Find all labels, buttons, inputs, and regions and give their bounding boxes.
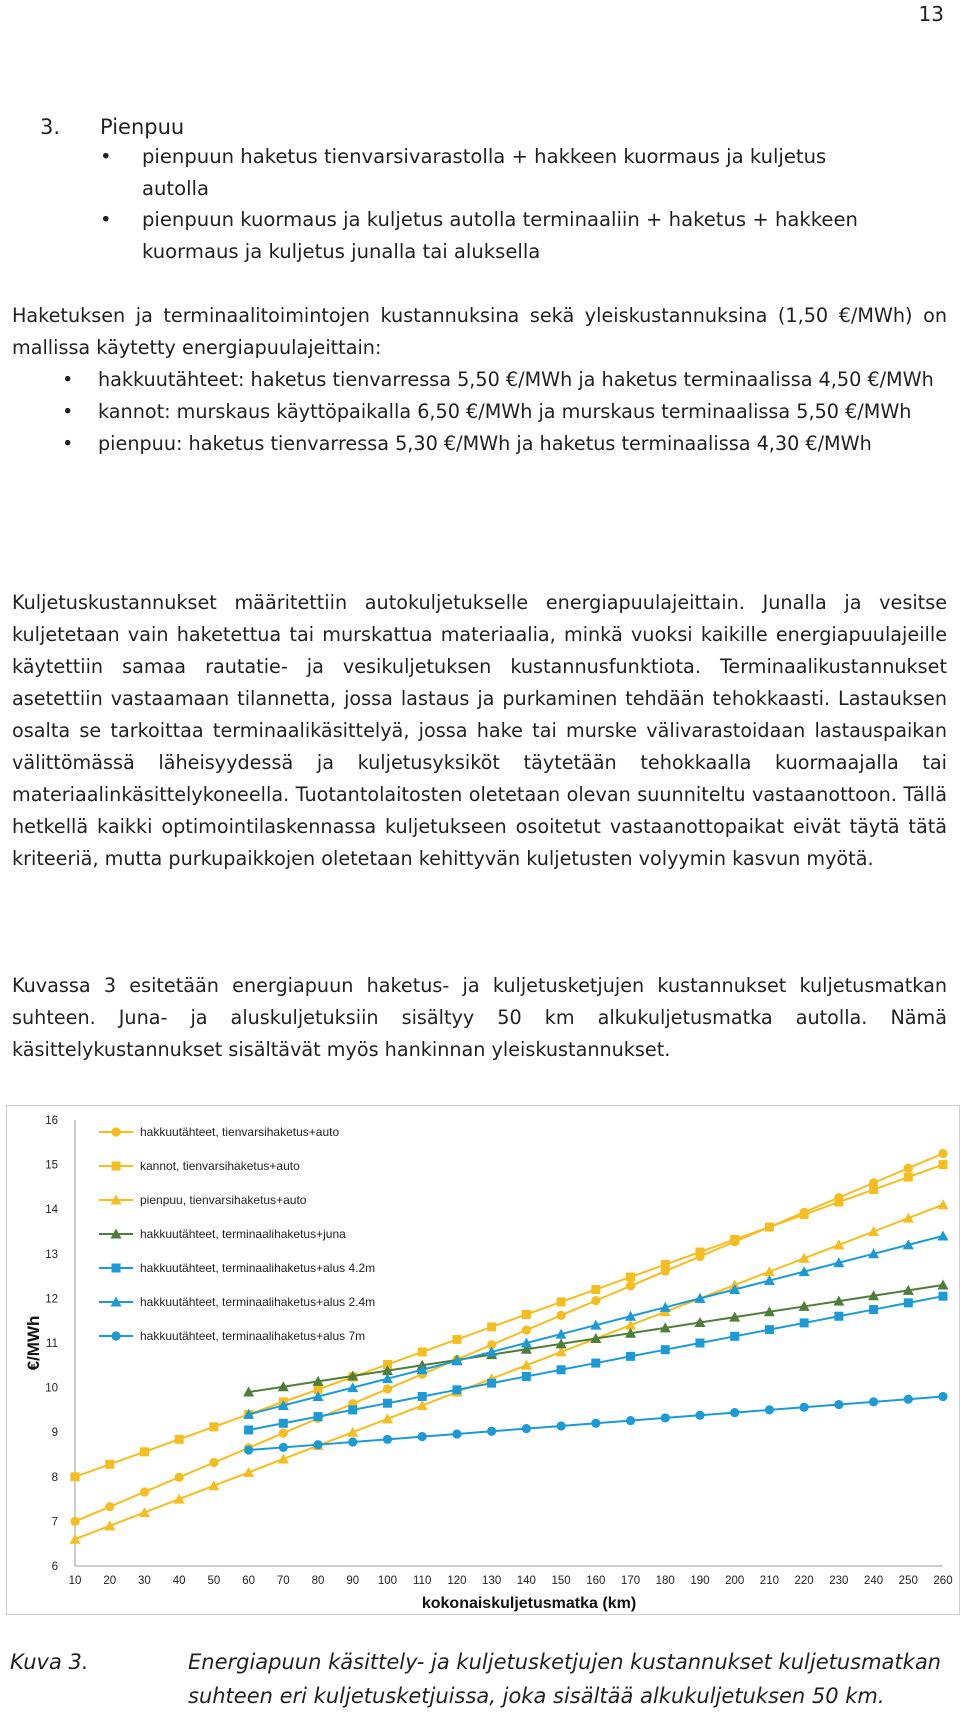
data-point — [869, 1185, 878, 1194]
caption-text: Energiapuun käsittely- ja kuljetusketjujen kustannukset kuljetusmatkan suhteen eri kuljetusketjuissa, joka sisältää alkukuljetuksen 50 km. — [188, 1650, 941, 1708]
section-number: 3. — [40, 115, 61, 139]
y-tick-label: 15 — [45, 1159, 58, 1172]
data-point — [522, 1372, 531, 1381]
x-tick-label: 50 — [207, 1575, 221, 1587]
paragraph-costs — [12, 300, 947, 460]
data-point — [111, 1331, 120, 1340]
data-point — [939, 1292, 948, 1301]
data-point — [279, 1443, 288, 1452]
y-tick-label: 12 — [45, 1293, 58, 1306]
data-point — [452, 1429, 461, 1438]
x-tick-label: 170 — [620, 1575, 641, 1587]
data-point — [938, 1199, 949, 1209]
legend — [99, 1125, 375, 1343]
data-point — [695, 1248, 704, 1257]
legend-label: hakkuutähteet, tienvarsihaketus+auto — [140, 1125, 340, 1139]
data-point — [314, 1412, 323, 1421]
data-point — [661, 1413, 670, 1422]
data-point — [111, 1127, 120, 1136]
legend-item — [99, 1261, 375, 1275]
data-point — [557, 1297, 566, 1306]
cost-chart — [7, 1106, 958, 1613]
data-point — [383, 1384, 392, 1393]
x-tick-label: 150 — [551, 1575, 571, 1587]
data-point — [418, 1347, 427, 1356]
x-tick-label: 160 — [586, 1575, 606, 1587]
caption-label: Kuva 3. — [10, 1650, 89, 1674]
x-tick-label: 260 — [933, 1575, 953, 1587]
y-tick-label: 13 — [45, 1248, 58, 1261]
series-pienpuu-tienvarsihaketus-auto — [70, 1199, 949, 1544]
x-tick-label: 30 — [138, 1575, 151, 1587]
chart-frame — [6, 1105, 960, 1615]
data-point — [904, 1395, 913, 1404]
section-item-list — [100, 141, 860, 267]
cost-item-list — [12, 364, 947, 460]
paragraph-transport — [12, 587, 947, 875]
list-item: • pienpuun kuormaus ja kuljetus autolla terminaaliin + haketus + hakkeen kuormaus ja kuljetus junalla tai aluksella — [100, 204, 860, 267]
data-point — [556, 1421, 565, 1430]
x-tick-label: 100 — [377, 1575, 398, 1587]
x-tick-label: 90 — [346, 1575, 360, 1587]
data-point — [522, 1424, 531, 1433]
data-point — [383, 1399, 392, 1408]
paragraph-text: Kuvassa 3 esitetään energiapuun haketus- ja kuljetusketjujen kustannukset kuljetusmatkan suhteen. Juna- ja aluskuljetuksiin sisältyy 50 km alkukuljetusmatka autolla. Nämä käsittelykustannukset sisältävät myös hankinnan yleiskustannukset. — [12, 974, 947, 1061]
data-point — [869, 1397, 878, 1406]
x-tick-label: 230 — [829, 1575, 849, 1587]
x-tick-label: 10 — [68, 1575, 82, 1587]
legend-item — [99, 1125, 339, 1139]
legend-label: hakkuutähteet, terminaalihaketus+alus 7m — [140, 1329, 366, 1343]
data-point — [591, 1359, 600, 1368]
x-axis-label: kokonaiskuljetusmatka (km) — [421, 1595, 637, 1612]
data-point — [383, 1435, 392, 1444]
data-point — [112, 1162, 121, 1171]
y-tick-label: 10 — [45, 1382, 58, 1395]
list-item: • pienpuu: haketus tienvarressa 5,30 €/MWh ja haketus terminaalissa 4,30 €/MWh — [62, 428, 947, 460]
data-point — [695, 1411, 704, 1420]
data-point — [452, 1385, 461, 1394]
legend-label: kannot, tienvarsihaketus+auto — [140, 1159, 300, 1173]
data-point — [765, 1405, 774, 1414]
data-point — [800, 1318, 809, 1327]
x-tick-label: 60 — [242, 1575, 255, 1587]
data-point — [591, 1285, 600, 1294]
data-point — [800, 1403, 809, 1412]
data-point — [557, 1365, 566, 1374]
x-tick-label: 140 — [516, 1575, 536, 1587]
data-point — [730, 1408, 739, 1417]
y-tick-label: 16 — [45, 1115, 58, 1127]
series-line — [75, 1205, 943, 1540]
data-point — [522, 1310, 531, 1319]
data-point — [556, 1311, 565, 1320]
data-point — [279, 1428, 288, 1437]
list-item: • kannot: murskaus käyttöpaikalla 6,50 €/MWh ja murskaus terminaalissa 5,50 €/MWh — [62, 396, 947, 428]
data-point — [938, 1230, 949, 1240]
x-tick-label: 180 — [655, 1575, 675, 1587]
data-point — [939, 1160, 948, 1169]
data-point — [175, 1435, 184, 1444]
data-point — [661, 1345, 670, 1354]
x-tick-label: 110 — [413, 1575, 432, 1587]
y-axis-label: €/MWh — [24, 1315, 43, 1371]
data-point — [487, 1427, 496, 1436]
page-number: 13 — [918, 2, 944, 26]
paragraph-figure-intro — [12, 970, 947, 1066]
x-tick-label: 80 — [311, 1575, 325, 1587]
data-point — [938, 1392, 947, 1401]
data-point — [904, 1164, 913, 1173]
data-point — [938, 1149, 947, 1158]
data-point — [904, 1173, 913, 1182]
data-point — [834, 1312, 843, 1321]
data-point — [938, 1280, 949, 1290]
y-tick-label: 6 — [51, 1561, 58, 1573]
x-tick-label: 250 — [898, 1575, 918, 1587]
data-point — [105, 1502, 114, 1511]
data-point — [279, 1419, 288, 1428]
data-point — [175, 1473, 184, 1482]
data-point — [626, 1352, 635, 1361]
legend-label: hakkuutähteet, terminaalihaketus+alus 4.2m — [140, 1261, 376, 1275]
data-point — [487, 1322, 496, 1331]
data-point — [209, 1422, 218, 1431]
x-tick-label: 210 — [759, 1575, 779, 1587]
data-point — [140, 1487, 149, 1496]
data-point — [626, 1281, 635, 1290]
legend-label: hakkuutähteet, terminaalihaketus+alus 2.4m — [140, 1295, 376, 1309]
data-point — [418, 1392, 427, 1401]
x-tick-label: 200 — [725, 1575, 745, 1587]
y-tick-label: 11 — [46, 1338, 58, 1350]
data-point — [112, 1264, 121, 1273]
data-point — [244, 1425, 253, 1434]
section-heading — [40, 111, 184, 143]
paragraph-text: Haketuksen ja terminaalitoimintojen kustannuksina sekä yleiskustannuksina (1,50 €/MWh) on mallissa käytetty energiapuulajeittain: — [12, 304, 947, 359]
data-point — [244, 1445, 253, 1454]
x-tick-label: 190 — [690, 1575, 710, 1587]
data-point — [904, 1298, 913, 1307]
series-hakkuut-hteet-terminaalihaketus-alus-4-2m — [244, 1292, 947, 1435]
x-tick-label: 70 — [276, 1575, 290, 1587]
x-tick-label: 40 — [172, 1575, 186, 1587]
x-tick-label: 240 — [863, 1575, 884, 1587]
x-tick-label: 120 — [447, 1575, 467, 1587]
legend-item — [99, 1227, 346, 1241]
x-tick-label: 130 — [482, 1575, 502, 1587]
data-point — [765, 1325, 774, 1334]
data-point — [800, 1210, 809, 1219]
data-point — [522, 1325, 531, 1334]
legend-item — [99, 1193, 307, 1207]
data-point — [348, 1437, 357, 1446]
x-tick-label: 220 — [794, 1575, 814, 1587]
series-hakkuut-hteet-terminaalihaketus-alus-2-4m — [243, 1230, 948, 1418]
list-item: • pienpuun haketus tienvarsivarastolla + hakkeen kuormaus ja kuljetus autolla — [100, 141, 860, 204]
data-point — [348, 1405, 357, 1414]
data-point — [591, 1296, 600, 1305]
data-point — [626, 1272, 635, 1281]
data-point — [730, 1235, 739, 1244]
data-point — [140, 1447, 149, 1456]
data-point — [661, 1260, 670, 1269]
data-point — [730, 1332, 739, 1341]
data-point — [834, 1400, 843, 1409]
y-tick-label: 7 — [51, 1516, 58, 1529]
data-point — [695, 1339, 704, 1348]
data-point — [70, 1517, 79, 1526]
data-point — [418, 1432, 427, 1441]
y-tick-label: 14 — [45, 1204, 58, 1217]
legend-label: pienpuu, tienvarsihaketus+auto — [140, 1193, 307, 1207]
x-tick-label: 20 — [103, 1575, 117, 1587]
data-point — [591, 1419, 600, 1428]
y-tick-label: 9 — [51, 1427, 58, 1440]
data-point — [105, 1460, 114, 1469]
list-item: • hakkuutähteet: haketus tienvarressa 5,50 €/MWh ja haketus terminaalissa 4,50 €/MWh — [62, 364, 947, 396]
data-point — [313, 1440, 322, 1449]
data-point — [71, 1472, 80, 1481]
y-tick-label: 8 — [51, 1471, 58, 1484]
data-point — [452, 1335, 461, 1344]
data-point — [765, 1223, 774, 1232]
data-point — [834, 1198, 843, 1207]
legend-item — [99, 1159, 300, 1173]
data-point — [487, 1379, 496, 1388]
data-point — [626, 1416, 635, 1425]
legend-label: hakkuutähteet, terminaalihaketus+juna — [140, 1227, 346, 1241]
data-point — [209, 1458, 218, 1467]
paragraph-text: Kuljetuskustannukset määritettiin autokuljetukselle energiapuulajeittain. Junalla ja vesitse kuljetetaan vain haketettua tai murskattua materiaalia, minkä vuoksi kaikille energiapuulajeille käytettiin samaa rautatie- ja vesikuljetuksen kustannusfunktiota. Terminaalikustannukset asetettiin vastaamaan tilannetta, jossa lastaus ja purkaminen tehdään tehokkaasti. Lastauksen osalta se tarkoittaa terminaalikäsittelyä, jossa hake tai murske välivarastoidaan lastauspaikan välittömässä läheisyydessä ja kuljetusyksiköt täytetään tehokkaalla kuormaajalla tai materiaalinkäsittelykoneella. Tuotantolaitosten oletetaan olevan suunniteltu vastaanottoon. Tällä hetkellä kaikki optimointilaskennassa kuljetukseen osoitetut vastaanottopaikat eivät täytä tätä kriteeriä, mutta purkupaikkojen oletetaan kehittyvän kuljetusten volyymin kasvun myötä. — [12, 591, 947, 870]
section-title: Pienpuu — [100, 115, 185, 139]
legend-item — [99, 1329, 365, 1343]
legend-item — [99, 1295, 375, 1309]
data-point — [869, 1305, 878, 1314]
